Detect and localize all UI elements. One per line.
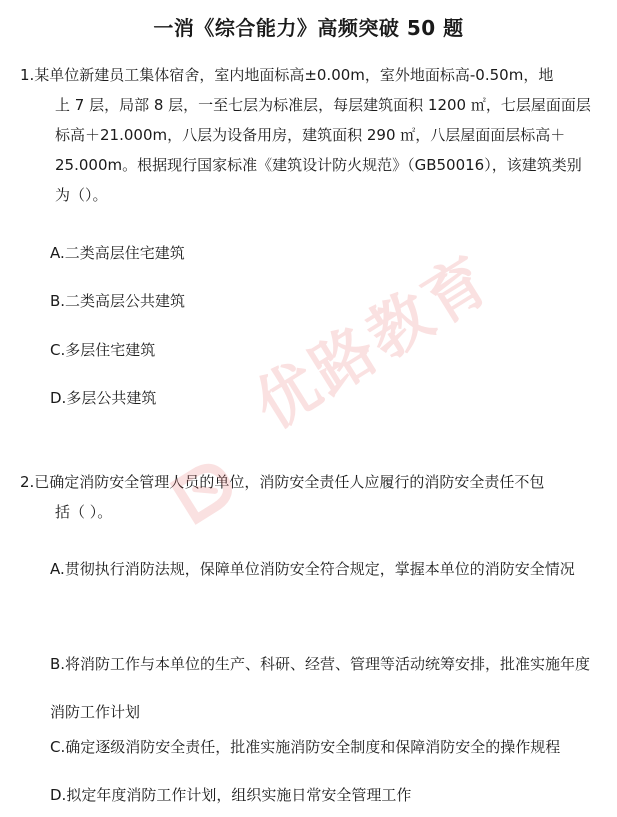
question-1-option-a: A.二类高层住宅建筑 [50,244,185,262]
question-1-option-b: B.二类高层公共建筑 [50,292,186,310]
question-2-stem-rest: 括（ ）。 [55,503,113,521]
question-2-option-d: D.拟定年度消防工作计划，组织实施日常安全管理工作 [50,786,412,804]
question-1-stem [20,60,592,210]
question-1-option-d: D.多层公共建筑 [50,389,157,407]
watermark-text: 优路教育 [241,241,505,443]
question-2-stem-line1: 2.已确定消防安全管理人员的单位，消防安全责任人应履行的消防安全责任不包 [20,473,545,491]
question-1-stem-rest: 上 7 层，局部 8 层，一至七层为标准层，每层建筑面积 1200 ㎡，七层屋面面层标高＋21.000m，八层为设备用房，建筑面积 290 ㎡，八层屋面面层标高＋25.000m。根据现行国家标准《建筑设计防火规范》（GB50016），该建筑类别为（）。 [55,96,591,204]
document-title: 一消《综合能力》高频突破 50 题 [153,16,464,40]
question-2-option-c: C.确定逐级消防安全责任，批准实施消防安全制度和保障消防安全的操作规程 [50,738,561,756]
question-1-stem-line1: 1.某单位新建员工集体宿舍，室内地面标高±0.00m，室外地面标高-0.50m，地 [20,66,554,84]
question-2-option-b: B.将消防工作与本单位的生产、科研、经营、管理等活动统筹安排，批准实施年度消防工作计划 [50,655,591,721]
question-2-stem [20,467,590,527]
question-2-option-a: A.贯彻执行消防法规，保障单位消防安全符合规定，掌握本单位的消防安全情况 [50,560,575,578]
question-1-option-c: C.多层住宅建筑 [50,341,156,359]
